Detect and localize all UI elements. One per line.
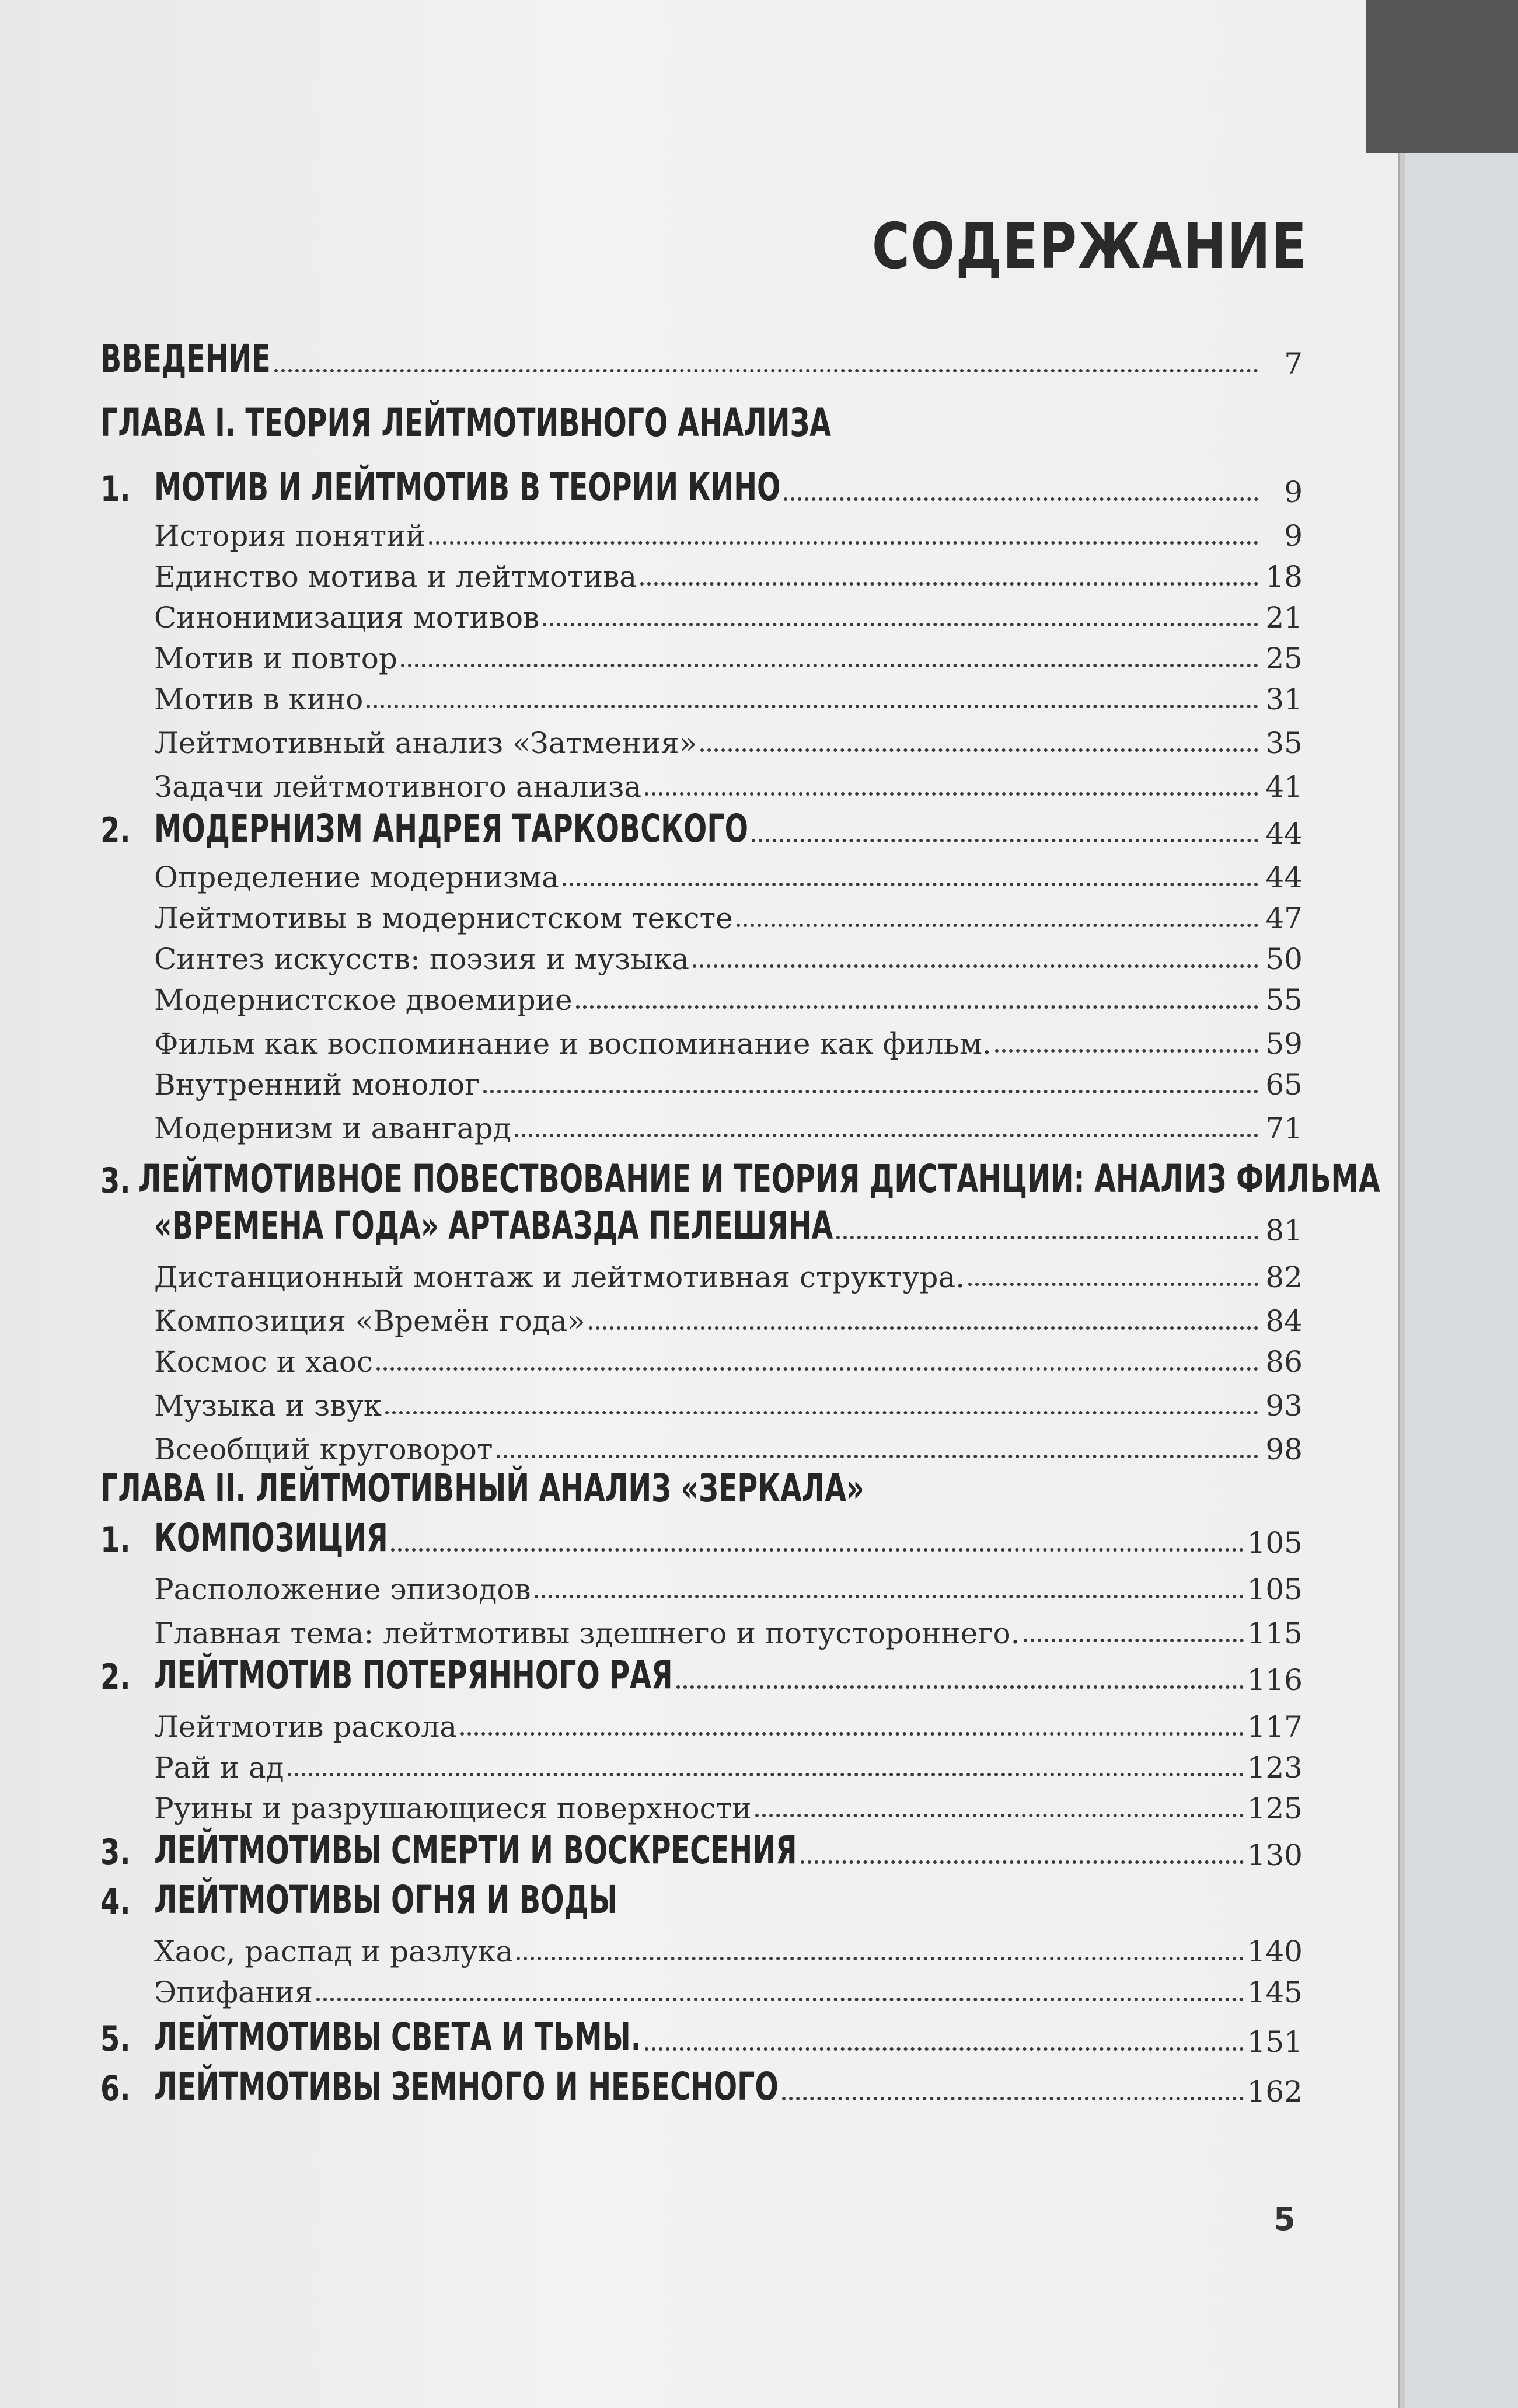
toc-leader-dots (385, 1411, 1258, 1414)
toc-leader-dots (483, 1090, 1258, 1093)
toc-subsection-title: Задачи лейтмотивного анализа (154, 770, 642, 804)
toc-entry (100, 1054, 1303, 1102)
toc-subsection-title: Фильм как воспоминание и воспоминание как фильм. (154, 1027, 992, 1061)
toc-subsection-title: Расположение эпизодов (154, 1573, 531, 1607)
toc-section-number: 4. (100, 1881, 131, 1922)
toc-entry (100, 1097, 1303, 1143)
toc-section-title: ЛЕЙТМОТИВ ПОТЕРЯННОГО РАЯ (154, 1653, 673, 1698)
toc-subsection-title: Модернизм и авангард (154, 1111, 511, 1145)
toc-entry (100, 756, 1303, 804)
toc-subsection-title: Лейтмотив раскола (154, 1710, 458, 1744)
toc-page-number: 7 (1284, 347, 1303, 381)
toc-page-number: 31 (1265, 682, 1303, 716)
toc-section-title: МОДЕРНИЗМ АНДРЕЯ ТАРКОВСКОГО (154, 806, 749, 851)
toc-page-number: 105 (1247, 1573, 1303, 1607)
toc-entry (100, 1602, 1303, 1648)
toc-page-number: 93 (1265, 1389, 1303, 1423)
page-number: 5 (1273, 2201, 1296, 2238)
toc-entry (100, 1331, 1303, 1377)
toc-section-title: ЛЕЙТМОТИВЫ ОГНЯ И ВОДЫ (154, 1877, 618, 1922)
toc-subsection-title: Руины и разрушающиеся поверхности (154, 1792, 752, 1825)
toc-page-number: 145 (1247, 1975, 1303, 2009)
toc-chapter-title: ГЛАВА I. ТЕОРИЯ ЛЕЙТМОТИВНОГО АНАЛИЗА (100, 400, 832, 445)
toc-leader-dots (274, 369, 1258, 372)
toc-section-number: 1. (100, 1520, 131, 1560)
toc-page-number: 116 (1247, 1663, 1303, 1697)
toc-subsection-title: Космос и хаос (154, 1345, 374, 1379)
toc-leader-dots (784, 497, 1258, 501)
toc-entry (100, 1153, 1380, 1201)
toc-subsection-title: Определение модернизма (154, 860, 559, 894)
toc-subsection-title: Музыка и звук (154, 1389, 382, 1423)
toc-chapter-title: ГЛАВА II. ЛЕЙТМОТИВНЫЙ АНАЛИЗ «ЗЕРКАЛА» (100, 1466, 864, 1511)
toc-subsection-title: Единство мотива и лейтмотива (154, 560, 637, 594)
toc-leader-dots (576, 1005, 1258, 1009)
toc-page-number: 130 (1247, 1838, 1303, 1872)
toc-subsection-title: Всеобщий круговорот (154, 1433, 493, 1466)
toc-section-number: 2. (100, 810, 131, 851)
toc-subsection-title: Мотив и повтор (154, 642, 397, 675)
toc-page-number: 44 (1265, 860, 1303, 894)
toc-entry (100, 846, 1303, 892)
toc-section-title: ВВЕДЕНИЕ (100, 336, 271, 381)
toc-subsection-title: Модернистское двоемирие (154, 983, 573, 1017)
toc-leader-dots (429, 541, 1258, 545)
toc-entry (100, 1419, 1303, 1464)
toc-entry (100, 1375, 1303, 1423)
toc-entry (100, 1696, 1303, 1744)
toc-leader-dots (288, 1773, 1244, 1776)
toc-subsection-title: История понятий (154, 519, 425, 553)
toc-entry (100, 628, 1303, 673)
toc-entry (100, 587, 1303, 635)
toc-section-title: «ВРЕМЕНА ГОДА» АРТАВАЗДА ПЕЛЕШЯНА (154, 1203, 833, 1248)
toc-page-number: 9 (1284, 475, 1303, 509)
toc-page-number: 59 (1265, 1027, 1303, 1061)
toc-subsection-title: Лейтмотивы в модернистском тексте (154, 901, 733, 935)
toc-section-number: 2. (100, 1657, 131, 1698)
toc-entry (100, 1921, 1303, 1966)
toc-entry (100, 1013, 1303, 1061)
toc-entry (100, 1824, 1303, 1873)
toc-page-number: 125 (1247, 1792, 1303, 1825)
toc-page-number: 105 (1247, 1526, 1303, 1560)
toc-leader-dots (755, 1814, 1244, 1817)
toc-section-title: ЛЕЙТМОТИВЫ СМЕРТИ И ВОСКРЕСЕНИЯ (154, 1828, 797, 1873)
toc-entry (100, 712, 1303, 758)
toc-subsection-title: Синонимизация мотивов (154, 601, 540, 635)
toc-section-number: 6. (100, 2068, 131, 2109)
toc-page-number: 151 (1247, 2025, 1303, 2059)
toc-leader-dots (700, 748, 1258, 752)
toc-section-title: ЛЕЙТМОТИВЫ СВЕТА И ТЬМЫ. (154, 2015, 641, 2059)
toc-entry (100, 969, 1303, 1015)
toc-leader-dots (316, 1998, 1244, 2001)
toc-subsection-title: Композиция «Времён года» (154, 1304, 585, 1338)
toc-leader-dots (535, 1595, 1244, 1598)
toc-subsection-title: Мотив в кино (154, 682, 364, 716)
toc-leader-dots (968, 1283, 1258, 1286)
toc-leader-dots (460, 1732, 1243, 1736)
toc-section-number: 3. (100, 1832, 131, 1873)
toc-page-number: 55 (1265, 983, 1303, 1017)
toc-page-number: 47 (1265, 901, 1303, 935)
toc-entry (100, 803, 1303, 851)
toc-entry (100, 2011, 1303, 2057)
toc-leader-dots (737, 924, 1258, 927)
toc-page-number: 86 (1265, 1345, 1303, 1379)
toc-leader-dots (995, 1049, 1258, 1053)
toc-subsection-title: Эпифания (154, 1975, 313, 2009)
toc-page-number: 21 (1265, 601, 1303, 635)
toc-entry (100, 546, 1303, 594)
toc-leader-dots (391, 1548, 1243, 1552)
toc-entry (100, 887, 1303, 933)
toc-page-number: 35 (1265, 726, 1303, 760)
toc-leader-dots (563, 883, 1258, 886)
toc-section-number: 3. (100, 1161, 131, 1201)
toc-entry (100, 1290, 1303, 1336)
toc-page-number: 81 (1265, 1214, 1303, 1247)
toc-entry (100, 1559, 1303, 1607)
toc-entry (100, 1462, 1303, 1511)
toc-entry (100, 928, 1303, 974)
toc-page-number: 41 (1265, 770, 1303, 804)
toc-leader-dots (515, 1134, 1259, 1137)
toc-leader-dots (589, 1326, 1258, 1330)
toc-section-number: 1. (100, 469, 131, 510)
toc-leader-dots (367, 705, 1258, 708)
toc-page-number: 65 (1265, 1068, 1303, 1102)
toc-leader-dots (1024, 1639, 1244, 1642)
toc-entry (100, 333, 1303, 381)
toc-subsection-title: Дистанционный монтаж и лейтмотивная структура. (154, 1260, 965, 1294)
toc-leader-dots (497, 1455, 1258, 1458)
toc-entry (100, 397, 1303, 445)
toc-section-title: ЛЕЙТМОТИВНОЕ ПОВЕСТВОВАНИЕ И ТЕОРИЯ ДИСТАНЦИИ: АНАЛИЗ ФИЛЬМА (138, 1156, 1380, 1201)
toc-entry (100, 668, 1303, 714)
toc-entry (100, 1512, 1303, 1560)
toc-page-number: 71 (1265, 1111, 1303, 1145)
toc-section-title: КОМПОЗИЦИЯ (154, 1515, 388, 1560)
toc-entry (100, 1737, 1303, 1785)
toc-leader-dots (376, 1367, 1258, 1371)
page-title: СОДЕРЖАНИЕ (872, 210, 1308, 283)
page-edge (1398, 153, 1405, 2408)
toc-leader-dots (401, 664, 1258, 667)
toc-page-number: 140 (1247, 1935, 1303, 1968)
toc-page-number: 18 (1265, 560, 1303, 594)
toc-leader-dots (693, 964, 1258, 968)
toc-subsection-title: Рай и ад (154, 1751, 284, 1785)
toc-leader-dots (752, 839, 1258, 842)
toc-leader-dots (676, 1685, 1244, 1689)
toc-leader-dots (645, 2047, 1243, 2051)
toc-subsection-title: Синтез искусств: поэзия и музыка (154, 942, 689, 976)
toc-entry (100, 1649, 1303, 1698)
toc-entry (100, 1961, 1303, 2007)
toc-page-number: 50 (1265, 942, 1303, 976)
toc-entry (100, 461, 1303, 510)
toc-page-number: 44 (1265, 817, 1303, 851)
toc-entry (100, 1246, 1303, 1292)
toc-page-number: 162 (1247, 2075, 1303, 2109)
toc-page-number: 123 (1247, 1751, 1303, 1785)
toc-page-number: 98 (1265, 1433, 1303, 1466)
toc-page-number: 25 (1265, 642, 1303, 675)
toc-subsection-title: Внутренний монолог (154, 1068, 480, 1102)
toc-section-number: 5. (100, 2019, 131, 2059)
toc-section-title: ЛЕЙТМОТИВЫ ЗЕМНОГО И НЕБЕСНОГО (154, 2064, 779, 2109)
toc-entry (100, 1778, 1303, 1823)
toc-page-number: 117 (1247, 1710, 1303, 1744)
toc-entry (100, 1874, 1303, 1922)
toc-leader-dots (782, 2097, 1244, 2100)
toc-leader-dots (517, 1957, 1243, 1960)
toc-subsection-title: Главная тема: лейтмотивы здешнего и потустороннего. (154, 1616, 1020, 1650)
toc-page-number: 82 (1265, 1260, 1303, 1294)
toc-subsection-title: Лейтмотивный анализ «Затмения» (154, 726, 697, 760)
toc-entry (100, 2061, 1303, 2109)
toc-leader-dots (801, 1860, 1244, 1864)
toc-leader-dots (640, 582, 1258, 586)
toc-page-number: 9 (1284, 519, 1303, 553)
page-edge-tab (1366, 0, 1518, 153)
toc-entry (100, 505, 1303, 553)
toc-section-title: МОТИВ И ЛЕЙТМОТИВ В ТЕОРИИ КИНО (154, 465, 781, 510)
toc-page-number: 115 (1247, 1616, 1303, 1650)
toc-leader-dots (543, 623, 1258, 626)
toc-subsection-title: Хаос, распад и разлука (154, 1935, 514, 1968)
toc-page-number: 84 (1265, 1304, 1303, 1338)
toc-leader-dots (836, 1236, 1258, 1239)
toc-entry (100, 1200, 1303, 1248)
toc-leader-dots (645, 792, 1258, 796)
